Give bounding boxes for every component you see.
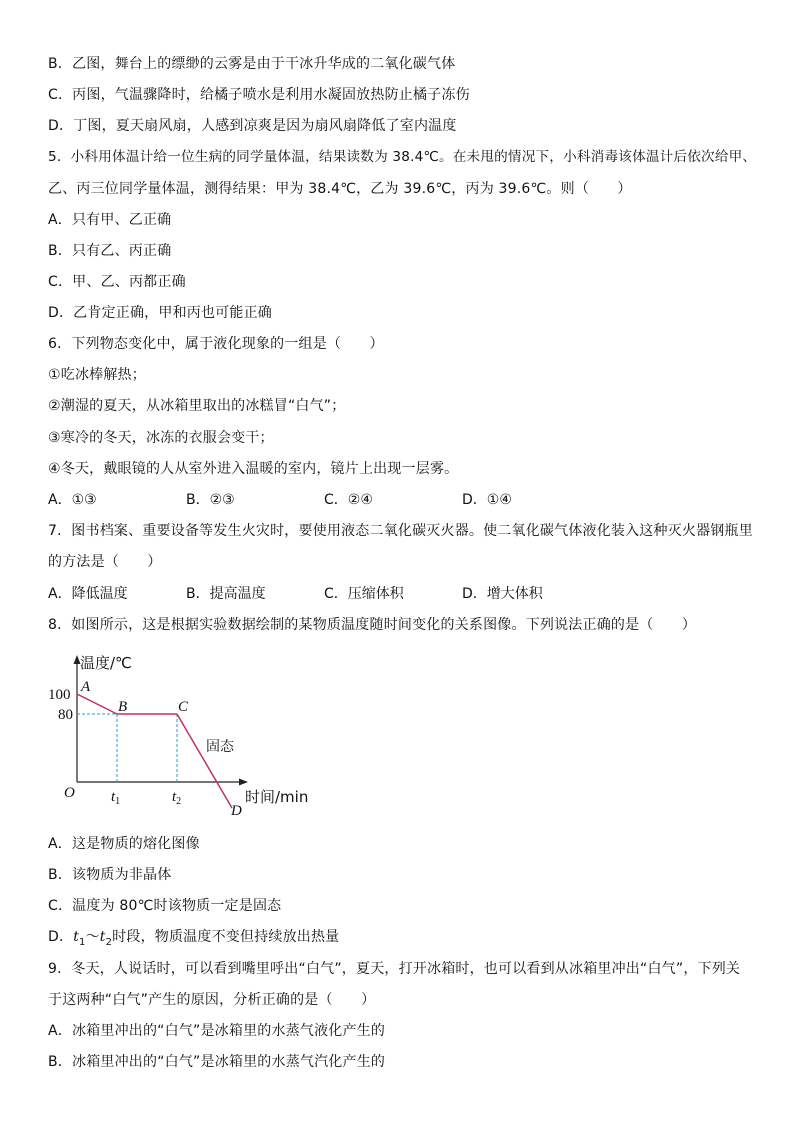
x-axis-label: 时间/min (245, 788, 309, 806)
y-axis-label: 温度/℃ (80, 654, 132, 672)
point-label-c: C (178, 699, 189, 715)
q8-stem: 8．如图所示，这是根据实验数据绘制的某物质温度随时间变化的关系图像。下列说法正确的是（ ） (48, 617, 697, 633)
guide-lines (77, 714, 177, 782)
y-tick-100: 100 (48, 687, 71, 703)
q5-option-d: D．乙肯定正确，甲和丙也可能正确 (48, 305, 272, 321)
graph-axes (74, 655, 249, 786)
q6-stem: 6．下列物态变化中，属于液化现象的一组是（ ） (48, 336, 384, 352)
q4-option-c: C．丙图，气温骤降时，给橘子喷水是利用水凝固放热防止橘子冻伤 (48, 87, 470, 103)
solid-state-annotation: 固态 (206, 739, 234, 755)
q6-option-b: B．②③ (186, 492, 235, 508)
x-tick-t1-main: t (111, 789, 116, 805)
q8d-sub-start: 1 (79, 936, 86, 948)
q9-option-b: B．冰箱里冲出的“白气”是冰箱里的水蒸气汽化产生的 (48, 1054, 386, 1070)
temperature-time-graph (48, 650, 328, 820)
q5-option-c: C．甲、乙、丙都正确 (48, 274, 186, 290)
q6-item-4: ④冬天，戴眼镜的人从室外进入温暖的室内，镜片上出现一层雾。 (48, 461, 459, 477)
q9-option-a: A．冰箱里冲出的“白气”是冰箱里的水蒸气液化产生的 (48, 1023, 386, 1039)
q5-stem-line2: 乙、丙三位同学量体温，测得结果：甲为 38.4℃，乙为 39.6℃，丙为 39.6℃。则（ ） (48, 181, 632, 197)
q6-option-d: D．①④ (462, 492, 512, 508)
q7-option-a: A．降低温度 (48, 586, 128, 602)
x-tick-t1-sub: 1 (115, 796, 121, 807)
q5-option-b: B．只有乙、丙正确 (48, 243, 172, 259)
q8-option-d (48, 927, 339, 953)
y-tick-80: 80 (58, 707, 73, 723)
segment-ab (77, 694, 117, 714)
q8d-prefix: D． (48, 929, 74, 945)
q7-option-d: D．增大体积 (462, 586, 543, 602)
q7-stem-line1: 7．图书档案、重要设备等发生火灾时，要使用液态二氧化碳灭火器。使二氧化碳气体液化装入这种灭火器钢瓶里 (48, 523, 753, 539)
point-label-a: A (81, 679, 91, 695)
q8d-t-start: t (73, 929, 80, 945)
q8d-tail: 时段，物质温度不变但持续放出热量 (112, 929, 340, 945)
q6-item-2: ②潮湿的夏天，从冰箱里取出的冰糕冒“白气”； (48, 398, 346, 414)
x-tick-t1 (111, 789, 120, 807)
q7-option-b: B．提高温度 (186, 586, 266, 602)
q5-option-a: A．只有甲、乙正确 (48, 212, 172, 228)
x-tick-t2-sub: 2 (176, 796, 182, 807)
q7-stem-line2: 的方法是（ ） (48, 554, 162, 570)
q4-option-b: B．乙图，舞台上的缥缈的云雾是由于干冰升华成的二氧化碳气体 (48, 56, 456, 72)
q8-option-b: B．该物质为非晶体 (48, 867, 172, 883)
point-label-d: D (231, 803, 242, 819)
q5-stem-line1: 5．小科用体温计给一位生病的同学量体温，结果读数为 38.4℃。在未甩的情况下，小科消毒该体温计后依次给甲、 (48, 149, 757, 165)
origin-label: O (64, 785, 75, 801)
x-tick-t2-main: t (172, 789, 177, 805)
x-axis-arrow (239, 779, 248, 786)
point-label-b: B (118, 699, 128, 715)
q6-option-c: C．②④ (324, 492, 373, 508)
segment-cd (177, 714, 232, 808)
q9-stem-line1: 9．冬天，人说话时，可以看到嘴里呼出“白气”，夏天，打开冰箱时，也可以看到从冰箱里冲出“白气”，下列关 (48, 961, 741, 977)
x-tick-t2 (172, 789, 181, 807)
q9-stem-line2: 于这两种“白气”产生的原因，分析正确的是（ ） (48, 992, 376, 1008)
q8d-tilde: ～ (85, 929, 100, 945)
q7-option-c: C．压缩体积 (324, 586, 404, 602)
q6-option-a: A．①③ (48, 492, 97, 508)
q6-item-1: ①吃冰棒解热； (48, 367, 146, 383)
q4-option-d: D．丁图，夏天扇风扇，人感到凉爽是因为扇风扇降低了室内温度 (48, 118, 457, 134)
q8d-t-end: t (99, 929, 106, 945)
q8-option-a: A．这是物质的熔化图像 (48, 836, 200, 852)
q6-item-3: ③寒冷的冬天，冰冻的衣服会变干； (48, 430, 274, 446)
q8-option-c: C．温度为 80℃时该物质一定是固态 (48, 898, 282, 914)
q8d-sub-end: 2 (105, 936, 113, 948)
